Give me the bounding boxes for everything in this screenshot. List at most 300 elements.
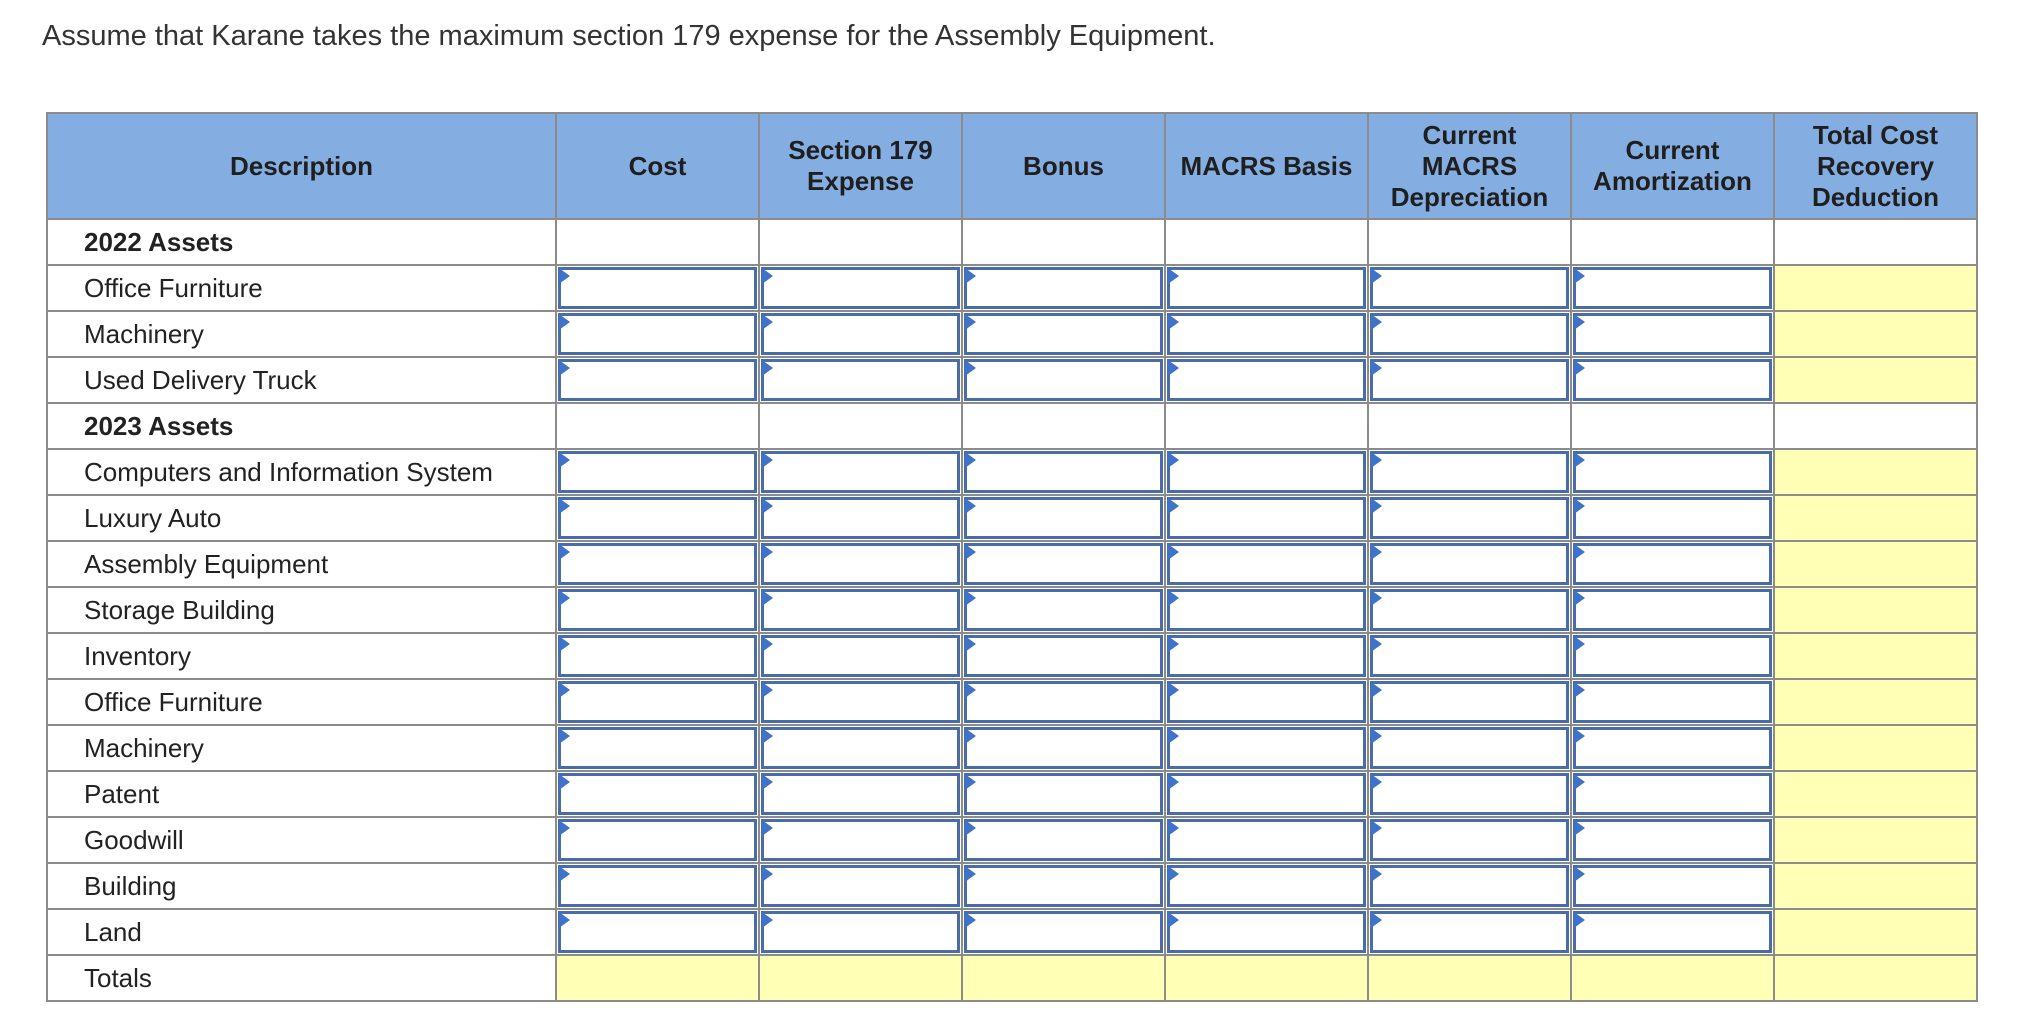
input-flag-icon	[1574, 820, 1585, 836]
header-label-line: Description	[229, 150, 374, 181]
macrs-basis-cell	[1165, 771, 1368, 817]
bonus-cell	[962, 357, 1165, 403]
current-amortization-input[interactable]	[1573, 773, 1772, 815]
input-flag-icon	[1168, 636, 1179, 652]
current-macrs-depreciation-cell	[1368, 449, 1571, 495]
input-flag-icon	[762, 682, 773, 698]
input-flag-icon	[1371, 774, 1382, 790]
current-macrs-depreciation-cell	[1368, 771, 1571, 817]
bonus-input[interactable]	[964, 635, 1163, 677]
table-row	[47, 449, 1977, 495]
header-label-line: Amortization	[1593, 166, 1752, 196]
section179-cell	[759, 909, 962, 955]
bonus-input[interactable]	[964, 819, 1163, 861]
input-flag-icon	[1168, 360, 1179, 376]
current-macrs-depreciation-cell	[1368, 909, 1571, 955]
header-label-line: Depreciation	[1390, 181, 1549, 212]
cost-input[interactable]	[558, 589, 757, 631]
bonus-cell	[962, 449, 1165, 495]
section179-cell	[759, 449, 962, 495]
total-cost-recovery-cell	[1774, 771, 1977, 817]
input-flag-icon	[762, 590, 773, 606]
bonus-input[interactable]	[964, 681, 1163, 723]
input-flag-icon	[762, 452, 773, 468]
row-description: Office Furniture	[47, 679, 556, 725]
section179-cell	[759, 863, 962, 909]
bonus-input[interactable]	[964, 865, 1163, 907]
input-flag-icon	[1574, 590, 1585, 606]
row-description: Machinery	[47, 725, 556, 771]
section179-input[interactable]	[761, 819, 960, 861]
header-label-line: MACRS	[1421, 150, 1518, 181]
section179-input[interactable]	[761, 635, 960, 677]
current-amortization-cell	[1571, 771, 1774, 817]
macrs-basis-input[interactable]	[1167, 589, 1366, 631]
cost-cell	[556, 311, 759, 357]
header-current-macrs-depreciation	[1368, 113, 1571, 219]
empty-cell	[962, 403, 1165, 449]
input-flag-icon	[1371, 452, 1382, 468]
macrs-basis-input[interactable]	[1167, 543, 1366, 585]
cost-input[interactable]	[558, 819, 757, 861]
cost-cell	[556, 909, 759, 955]
section179-input[interactable]	[761, 451, 960, 493]
macrs-basis-cell	[1165, 587, 1368, 633]
current-macrs-depreciation-cell	[1368, 725, 1571, 771]
bonus-input[interactable]	[964, 589, 1163, 631]
section179-cell	[759, 633, 962, 679]
current-amortization-input[interactable]	[1573, 497, 1772, 539]
bonus-cell	[962, 679, 1165, 725]
current-amortization-cell	[1571, 541, 1774, 587]
header-description	[47, 113, 556, 219]
input-flag-icon	[559, 452, 570, 468]
current-amortization-cell	[1571, 679, 1774, 725]
row-description: Inventory	[47, 633, 556, 679]
input-flag-icon	[762, 268, 773, 284]
macrs-basis-input[interactable]	[1167, 865, 1366, 907]
macrs-basis-input[interactable]	[1167, 773, 1366, 815]
question-prompt: Assume that Karane takes the maximum section 179 expense for the Assembly Equipment.	[42, 20, 1216, 52]
total-cost-recovery-cell	[1774, 587, 1977, 633]
macrs-basis-input[interactable]	[1167, 819, 1366, 861]
table-row	[47, 541, 1977, 587]
row-description: 2022 Assets	[47, 219, 556, 265]
bonus-input[interactable]	[964, 911, 1163, 953]
input-flag-icon	[762, 498, 773, 514]
current-macrs-depreciation-cell	[1368, 265, 1571, 311]
current-amortization-cell	[1571, 357, 1774, 403]
current-macrs-depreciation-cell	[1368, 817, 1571, 863]
input-flag-icon	[965, 682, 976, 698]
current-amortization-input[interactable]	[1573, 451, 1772, 493]
input-flag-icon	[1168, 498, 1179, 514]
input-flag-icon	[1574, 498, 1585, 514]
macrs-basis-cell	[1165, 909, 1368, 955]
section179-input[interactable]	[761, 497, 960, 539]
cost-input[interactable]	[558, 727, 757, 769]
cost-cell	[556, 679, 759, 725]
header-total-cost-recovery-deduction	[1774, 113, 1977, 219]
input-flag-icon	[965, 498, 976, 514]
current-macrs-depreciation-cell	[1368, 541, 1571, 587]
empty-cell	[759, 403, 962, 449]
input-flag-icon	[559, 268, 570, 284]
input-flag-icon	[559, 544, 570, 560]
current-macrs-depreciation-input[interactable]	[1370, 727, 1569, 769]
input-flag-icon	[965, 544, 976, 560]
header-label-line: Total Cost	[1812, 119, 1939, 150]
header-label-line: Cost	[628, 150, 687, 181]
header-label-line: Recovery	[1816, 150, 1935, 181]
input-flag-icon	[762, 774, 773, 790]
table-row	[47, 311, 1977, 357]
section179-input[interactable]	[761, 589, 960, 631]
cost-cell	[556, 587, 759, 633]
input-flag-icon	[1168, 544, 1179, 560]
macrs-basis-input[interactable]	[1167, 635, 1366, 677]
cost-input[interactable]	[558, 865, 757, 907]
bonus-input[interactable]	[964, 359, 1163, 401]
bonus-cell	[962, 771, 1165, 817]
bonus-input[interactable]	[964, 773, 1163, 815]
input-flag-icon	[559, 866, 570, 882]
current-macrs-depreciation-input[interactable]	[1370, 681, 1569, 723]
totals-cell	[962, 955, 1165, 1001]
total-cost-recovery-cell	[1774, 265, 1977, 311]
macrs-basis-input[interactable]	[1167, 359, 1366, 401]
row-description: 2023 Assets	[47, 403, 556, 449]
header-cost	[556, 113, 759, 219]
input-flag-icon	[965, 912, 976, 928]
input-flag-icon	[965, 314, 976, 330]
current-macrs-depreciation-cell	[1368, 587, 1571, 633]
section179-input[interactable]	[761, 267, 960, 309]
macrs-basis-cell	[1165, 495, 1368, 541]
current-macrs-depreciation-cell	[1368, 679, 1571, 725]
macrs-basis-cell	[1165, 817, 1368, 863]
input-flag-icon	[1574, 268, 1585, 284]
bonus-input[interactable]	[964, 727, 1163, 769]
macrs-basis-input[interactable]	[1167, 497, 1366, 539]
table-row	[47, 587, 1977, 633]
current-macrs-depreciation-input[interactable]	[1370, 773, 1569, 815]
input-flag-icon	[1168, 590, 1179, 606]
cost-input[interactable]	[558, 911, 757, 953]
table-row	[47, 817, 1977, 863]
section179-input[interactable]	[761, 681, 960, 723]
macrs-basis-input[interactable]	[1167, 911, 1366, 953]
current-macrs-depreciation-input[interactable]	[1370, 497, 1569, 539]
header-current-amortization	[1571, 113, 1774, 219]
row-description: Storage Building	[47, 587, 556, 633]
cost-cell	[556, 863, 759, 909]
cost-input[interactable]	[558, 267, 757, 309]
section179-input[interactable]	[761, 543, 960, 585]
table-row	[47, 725, 1977, 771]
header-label-line: Expense	[807, 166, 914, 196]
cost-input[interactable]	[558, 359, 757, 401]
macrs-basis-cell	[1165, 357, 1368, 403]
macrs-basis-input[interactable]	[1167, 313, 1366, 355]
macrs-basis-cell	[1165, 633, 1368, 679]
section179-input[interactable]	[761, 727, 960, 769]
input-flag-icon	[1371, 590, 1382, 606]
bonus-input[interactable]	[964, 313, 1163, 355]
bonus-cell	[962, 909, 1165, 955]
section179-input[interactable]	[761, 911, 960, 953]
input-flag-icon	[559, 636, 570, 652]
bonus-input[interactable]	[964, 267, 1163, 309]
input-flag-icon	[1574, 912, 1585, 928]
row-description: Patent	[47, 771, 556, 817]
section179-input[interactable]	[761, 773, 960, 815]
total-cost-recovery-cell	[1774, 541, 1977, 587]
current-amortization-input[interactable]	[1573, 359, 1772, 401]
total-cost-recovery-cell	[1774, 311, 1977, 357]
input-flag-icon	[762, 866, 773, 882]
current-macrs-depreciation-input[interactable]	[1370, 543, 1569, 585]
row-description: Office Furniture	[47, 265, 556, 311]
input-flag-icon	[965, 728, 976, 744]
bonus-input[interactable]	[964, 497, 1163, 539]
current-macrs-depreciation-input[interactable]	[1370, 819, 1569, 861]
section179-input[interactable]	[761, 313, 960, 355]
input-flag-icon	[1574, 636, 1585, 652]
input-flag-icon	[1371, 820, 1382, 836]
empty-cell	[1571, 219, 1774, 265]
cost-cell	[556, 541, 759, 587]
table-body	[47, 219, 1977, 1001]
header-row	[47, 113, 1977, 219]
input-flag-icon	[1574, 774, 1585, 790]
total-cost-recovery-cell	[1774, 633, 1977, 679]
cost-input[interactable]	[558, 543, 757, 585]
current-amortization-input[interactable]	[1573, 589, 1772, 631]
input-flag-icon	[1574, 544, 1585, 560]
macrs-basis-input[interactable]	[1167, 727, 1366, 769]
totals-cell	[556, 955, 759, 1001]
input-flag-icon	[559, 728, 570, 744]
bonus-cell	[962, 633, 1165, 679]
row-description: Assembly Equipment	[47, 541, 556, 587]
bonus-input[interactable]	[964, 451, 1163, 493]
cost-input[interactable]	[558, 313, 757, 355]
section179-input[interactable]	[761, 865, 960, 907]
macrs-basis-cell	[1165, 541, 1368, 587]
section-header-row	[47, 219, 1977, 265]
row-description: Goodwill	[47, 817, 556, 863]
input-flag-icon	[559, 820, 570, 836]
input-flag-icon	[1168, 866, 1179, 882]
header-macrs-basis	[1165, 113, 1368, 219]
empty-cell	[1774, 403, 1977, 449]
input-flag-icon	[1168, 452, 1179, 468]
macrs-basis-input[interactable]	[1167, 267, 1366, 309]
macrs-basis-cell	[1165, 449, 1368, 495]
cost-recovery-table	[46, 112, 1978, 1002]
current-amortization-cell	[1571, 633, 1774, 679]
macrs-basis-cell	[1165, 863, 1368, 909]
current-amortization-input[interactable]	[1573, 267, 1772, 309]
input-flag-icon	[559, 682, 570, 698]
macrs-basis-cell	[1165, 679, 1368, 725]
input-flag-icon	[1371, 866, 1382, 882]
current-macrs-depreciation-input[interactable]	[1370, 865, 1569, 907]
header-label-line: MACRS Basis	[1180, 150, 1353, 181]
cost-input[interactable]	[558, 681, 757, 723]
total-cost-recovery-cell	[1774, 909, 1977, 955]
current-amortization-input[interactable]	[1573, 819, 1772, 861]
empty-cell	[1774, 219, 1977, 265]
cost-cell	[556, 817, 759, 863]
row-description: Luxury Auto	[47, 495, 556, 541]
input-flag-icon	[1371, 360, 1382, 376]
input-flag-icon	[1168, 314, 1179, 330]
input-flag-icon	[1168, 728, 1179, 744]
row-description: Totals	[47, 955, 556, 1001]
input-flag-icon	[1574, 314, 1585, 330]
current-amortization-cell	[1571, 909, 1774, 955]
current-amortization-input[interactable]	[1573, 681, 1772, 723]
current-amortization-input[interactable]	[1573, 727, 1772, 769]
cost-cell	[556, 725, 759, 771]
section179-cell	[759, 357, 962, 403]
totals-cell	[1571, 955, 1774, 1001]
current-amortization-cell	[1571, 863, 1774, 909]
current-macrs-depreciation-input[interactable]	[1370, 267, 1569, 309]
header-label-line: Section 179	[788, 135, 933, 165]
total-cost-recovery-cell	[1774, 449, 1977, 495]
input-flag-icon	[1371, 728, 1382, 744]
input-flag-icon	[965, 268, 976, 284]
section179-cell	[759, 265, 962, 311]
current-amortization-cell	[1571, 311, 1774, 357]
section179-cell	[759, 817, 962, 863]
input-flag-icon	[762, 728, 773, 744]
empty-cell	[1368, 403, 1571, 449]
current-amortization-input[interactable]	[1573, 313, 1772, 355]
current-macrs-depreciation-cell	[1368, 495, 1571, 541]
row-description: Used Delivery Truck	[47, 357, 556, 403]
current-macrs-depreciation-input[interactable]	[1370, 589, 1569, 631]
cost-input[interactable]	[558, 635, 757, 677]
input-flag-icon	[1168, 774, 1179, 790]
input-flag-icon	[762, 360, 773, 376]
macrs-basis-input[interactable]	[1167, 451, 1366, 493]
input-flag-icon	[559, 314, 570, 330]
macrs-basis-input[interactable]	[1167, 681, 1366, 723]
bonus-cell	[962, 587, 1165, 633]
current-amortization-cell	[1571, 265, 1774, 311]
row-description: Computers and Information System	[47, 449, 556, 495]
input-flag-icon	[965, 636, 976, 652]
input-flag-icon	[1168, 820, 1179, 836]
input-flag-icon	[762, 544, 773, 560]
current-macrs-depreciation-cell	[1368, 863, 1571, 909]
input-flag-icon	[1574, 866, 1585, 882]
empty-cell	[1368, 219, 1571, 265]
table-row	[47, 633, 1977, 679]
current-macrs-depreciation-cell	[1368, 633, 1571, 679]
bonus-cell	[962, 725, 1165, 771]
header-bonus	[962, 113, 1165, 219]
empty-cell	[962, 219, 1165, 265]
input-flag-icon	[1371, 268, 1382, 284]
section179-cell	[759, 587, 962, 633]
table-row	[47, 495, 1977, 541]
bonus-cell	[962, 817, 1165, 863]
section179-cell	[759, 311, 962, 357]
current-macrs-depreciation-input[interactable]	[1370, 911, 1569, 953]
current-amortization-input[interactable]	[1573, 911, 1772, 953]
section179-cell	[759, 771, 962, 817]
empty-cell	[759, 219, 962, 265]
input-flag-icon	[965, 360, 976, 376]
input-flag-icon	[762, 820, 773, 836]
bonus-cell	[962, 265, 1165, 311]
empty-cell	[556, 403, 759, 449]
input-flag-icon	[762, 636, 773, 652]
table-row	[47, 771, 1977, 817]
section179-cell	[759, 495, 962, 541]
total-cost-recovery-cell	[1774, 495, 1977, 541]
cost-input[interactable]	[558, 497, 757, 539]
totals-row	[47, 955, 1977, 1001]
empty-cell	[1165, 219, 1368, 265]
total-cost-recovery-cell	[1774, 725, 1977, 771]
input-flag-icon	[1371, 314, 1382, 330]
input-flag-icon	[1168, 682, 1179, 698]
input-flag-icon	[1168, 268, 1179, 284]
current-amortization-cell	[1571, 817, 1774, 863]
table-row	[47, 863, 1977, 909]
input-flag-icon	[1574, 452, 1585, 468]
bonus-input[interactable]	[964, 543, 1163, 585]
input-flag-icon	[965, 820, 976, 836]
cost-input[interactable]	[558, 773, 757, 815]
cost-cell	[556, 633, 759, 679]
input-flag-icon	[1574, 682, 1585, 698]
current-amortization-input[interactable]	[1573, 865, 1772, 907]
input-flag-icon	[762, 314, 773, 330]
totals-cell	[759, 955, 962, 1001]
section179-cell	[759, 679, 962, 725]
current-macrs-depreciation-input[interactable]	[1370, 313, 1569, 355]
table-row	[47, 909, 1977, 955]
macrs-basis-cell	[1165, 265, 1368, 311]
bonus-cell	[962, 863, 1165, 909]
current-macrs-depreciation-input[interactable]	[1370, 635, 1569, 677]
input-flag-icon	[559, 498, 570, 514]
current-macrs-depreciation-input[interactable]	[1370, 451, 1569, 493]
section179-input[interactable]	[761, 359, 960, 401]
totals-cell	[1368, 955, 1571, 1001]
macrs-basis-cell	[1165, 725, 1368, 771]
input-flag-icon	[965, 866, 976, 882]
cost-cell	[556, 265, 759, 311]
row-description: Machinery	[47, 311, 556, 357]
current-amortization-input[interactable]	[1573, 543, 1772, 585]
current-macrs-depreciation-input[interactable]	[1370, 359, 1569, 401]
header-label-line: Current	[1422, 119, 1517, 150]
cost-cell	[556, 495, 759, 541]
cost-input[interactable]	[558, 451, 757, 493]
row-description: Land	[47, 909, 556, 955]
bonus-cell	[962, 541, 1165, 587]
current-amortization-input[interactable]	[1573, 635, 1772, 677]
input-flag-icon	[762, 912, 773, 928]
